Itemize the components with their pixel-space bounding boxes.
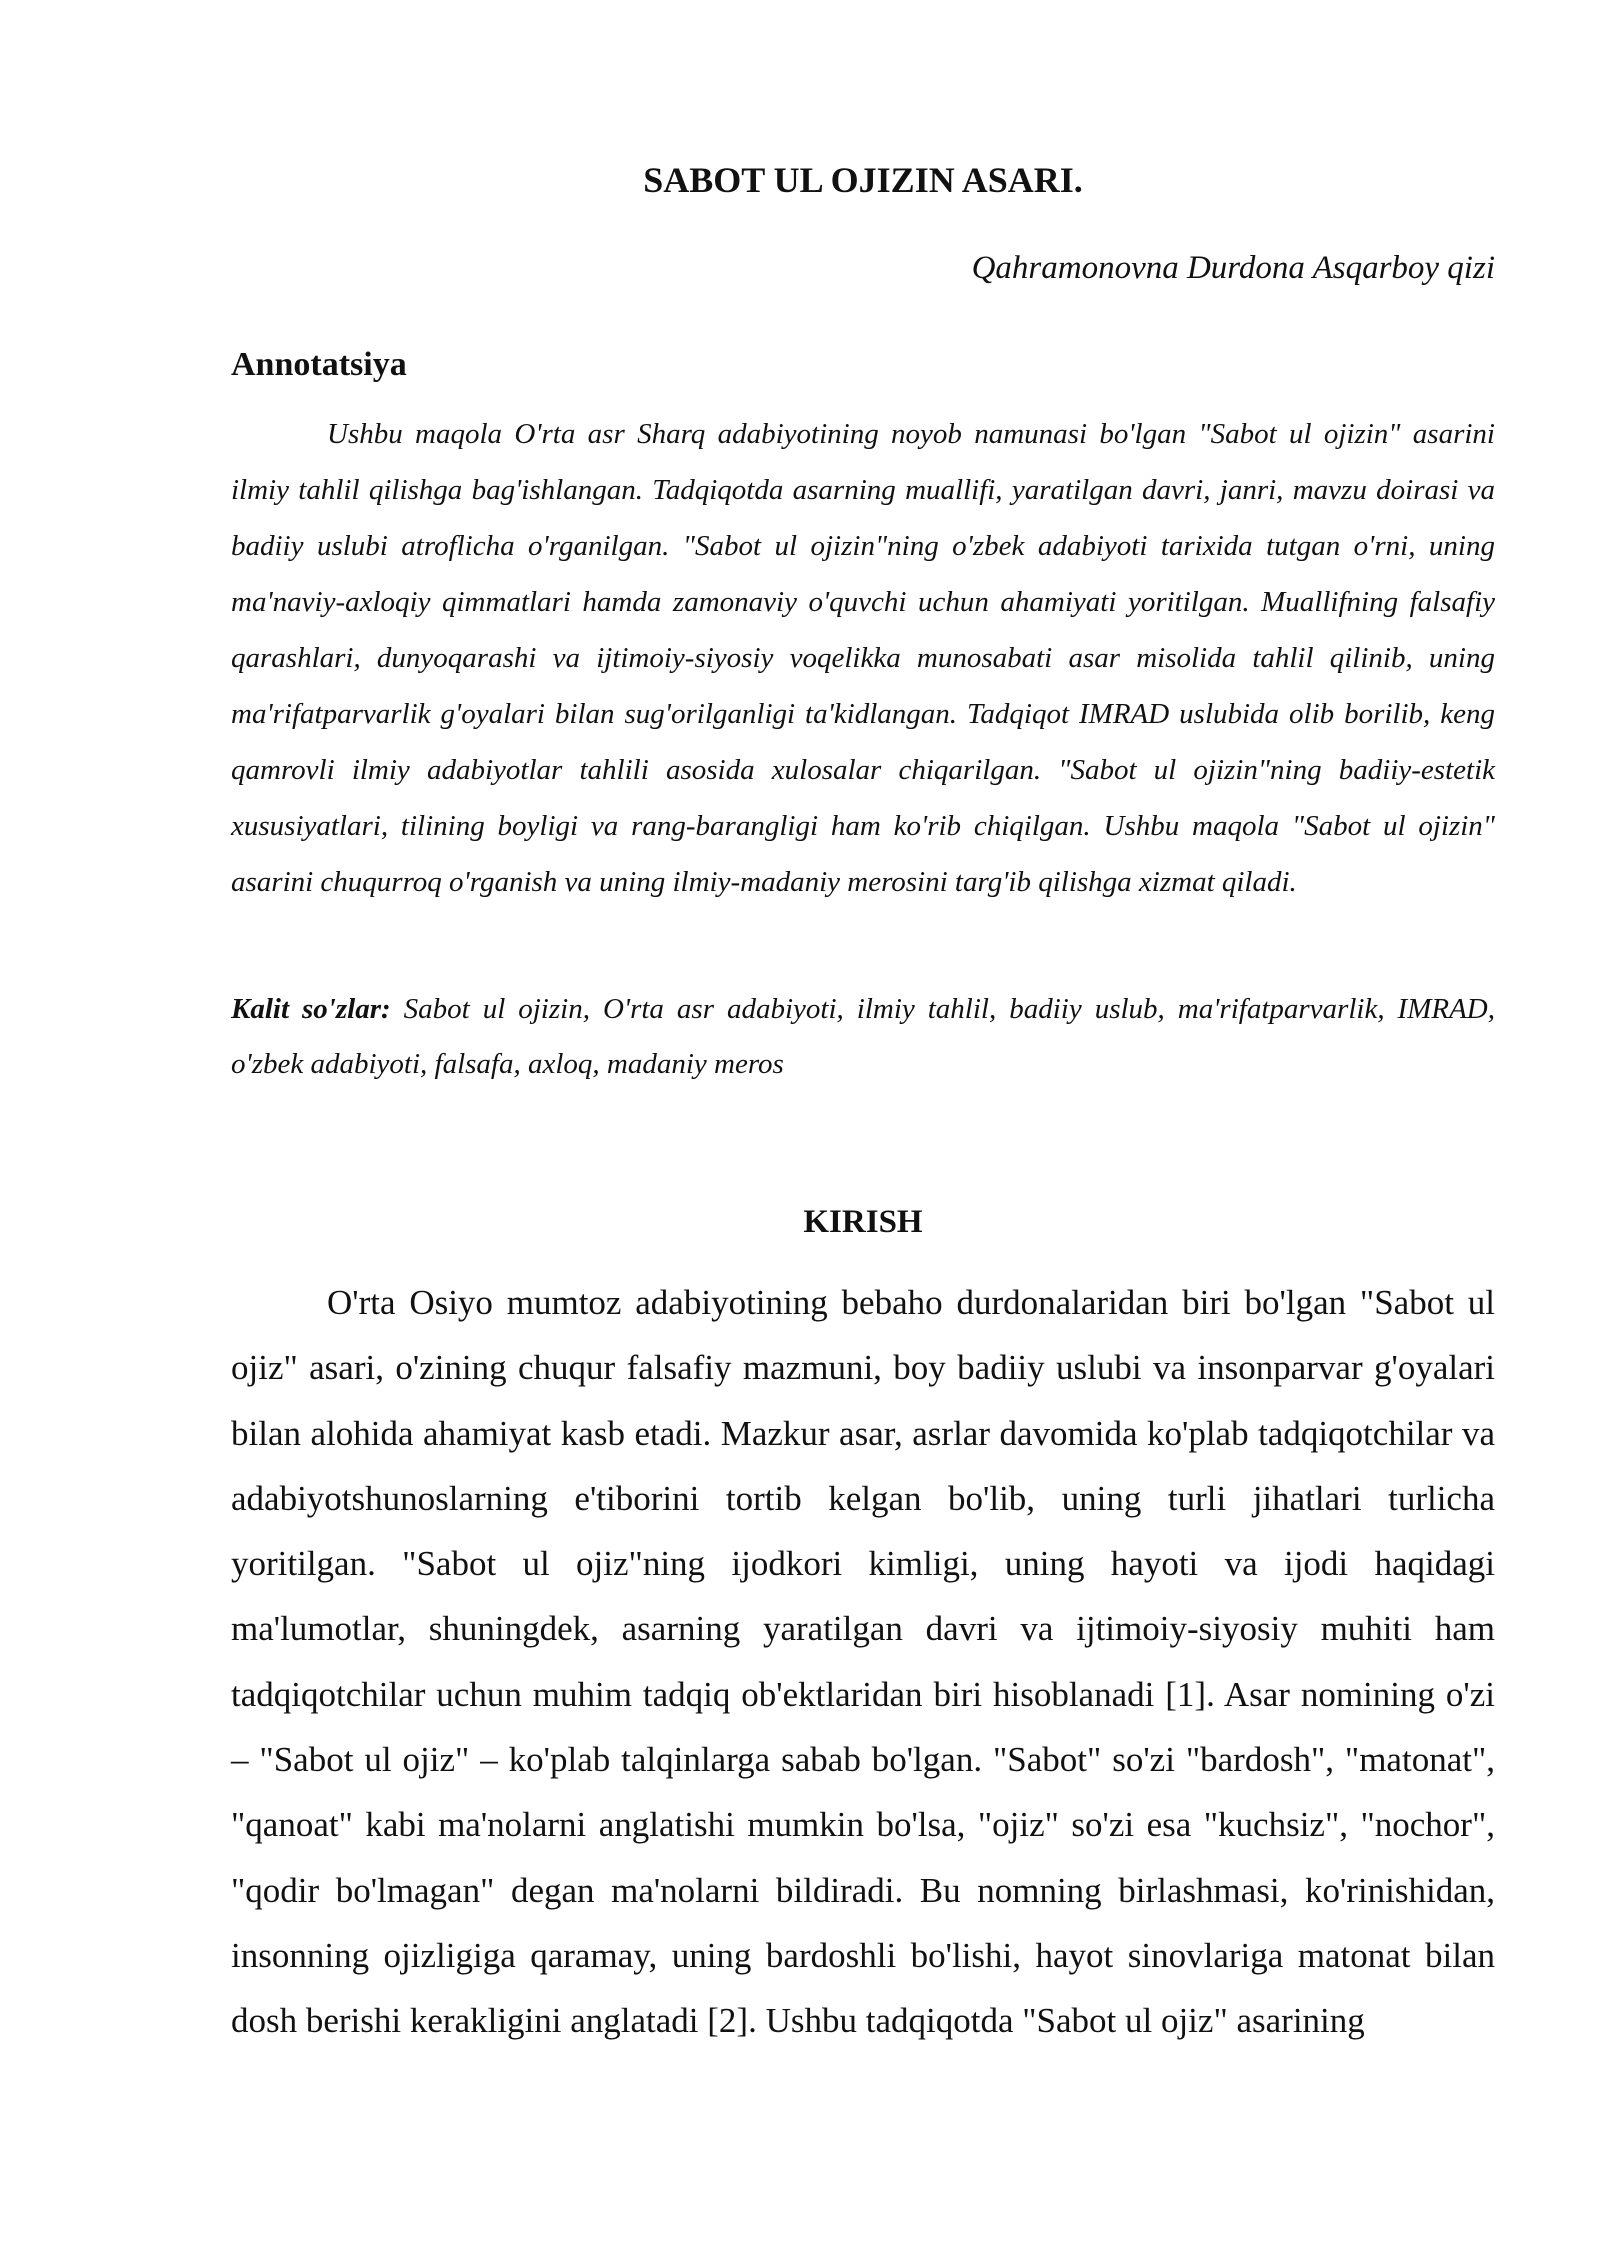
keywords-label: Kalit so'zlar: [231, 993, 391, 1025]
abstract-text: Ushbu maqola O'rta asr Sharq adabiyotining noyob namunasi bo'lgan "Sabot ul ojizin" asarini ilmiy tahlil qilishga bag'ishlangan. Tadqiqotda asarning muallifi, yaratilgan davri, janri, mavzu doirasi va badiiy uslubi atroflicha o'rganilgan. "Sabot ul ojizin"ning o'zbek adabiyoti tarixida tutgan o'rni, uning ma'naviy-axloqiy qimmatlari hamda zamonaviy o'quvchi uchun ahamiyati yoritilgan. Muallifning falsafiy qarashlari, dunyoqarashi va ijtimoiy-siyosiy voqelikka munosabati asar misolida tahlil qilinib, uning ma'rifatparvarlik g'oyalari bilan sug'orilganligi ta'kidlangan. Tadqiqot IMRAD uslubida olib borilib, keng qamrovli ilmiy adabiyotlar tahlili asosida xulosalar chiqarilgan. "Sabot ul ojizin"ning badiiy-estetik xususiyatlari, tilining boyligi va rang-barangligi ham ko'rib chiqilgan. Ushbu maqola "Sabot ul ojizin" asarini chuqurroq o'rganish va uning ilmiy-madaniy merosini targ'ib qilishga xizmat qiladi. [231, 418, 1495, 898]
paper-title: SABOT UL OJIZIN ASARI. [643, 160, 1083, 200]
introduction-text: O'rta Osiyo mumtoz adabiyotining bebaho durdonalaridan biri bo'lgan "Sabot ul ojiz" asari, o'zining chuqur falsafiy mazmuni, boy badiiy uslubi va insonparvar g'oyalari bilan alohida ahamiyat kasb etadi. Mazkur asar, asrlar davomida ko'plab tadqiqotchilar va adabiyotshunoslarning e'tiborini tortib kelgan bo'lib, uning turli jihatlari turlicha yoritilgan. "Sabot ul ojiz"ning ijodkori kimligi, uning hayoti va ijodi haqidagi ma'lumotlar, shuningdek, asarning yaratilgan davri va ijtimoiy-siyosiy muhiti ham tadqiqotchilar uchun muhim tadqiq ob'ektlaridan biri hisoblanadi [1]. Asar nomining o'zi – "Sabot ul ojiz" – ko'plab talqinlarga sabab bo'lgan. "Sabot" so'zi "bardosh", "matonat", "qanoat" kabi ma'nolarni anglatishi mumkin bo'lsa, "ojiz" so'zi esa "kuchsiz", "nochor", "qodir bo'lmagan" degan ma'nolarni bildiradi. Bu nomning birlashmasi, ko'rinishidan, insonning ojizligiga qaramay, uning bardoshli bo'lishi, hayot sinovlariga matonat bilan dosh berishi kerakligini anglatadi [2]. Ushbu tadqiqotda "Sabot ul ojiz" asarining [231, 1283, 1495, 2041]
keywords-text: Sabot ul ojizin, O'rta asr adabiyoti, ilmiy tahlil, badiiy uslub, ma'rifatparvarlik, IMRAD, o'zbek adabiyoti, falsafa, axloq, madaniy meros [231, 993, 1495, 1080]
introduction-heading: KIRISH [803, 1204, 923, 1240]
keywords-paragraph [231, 982, 1495, 1092]
abstract-heading: Annotatsiya [231, 346, 407, 383]
author-name: Qahramonovna Durdona Asqarboy qizi [971, 250, 1495, 286]
